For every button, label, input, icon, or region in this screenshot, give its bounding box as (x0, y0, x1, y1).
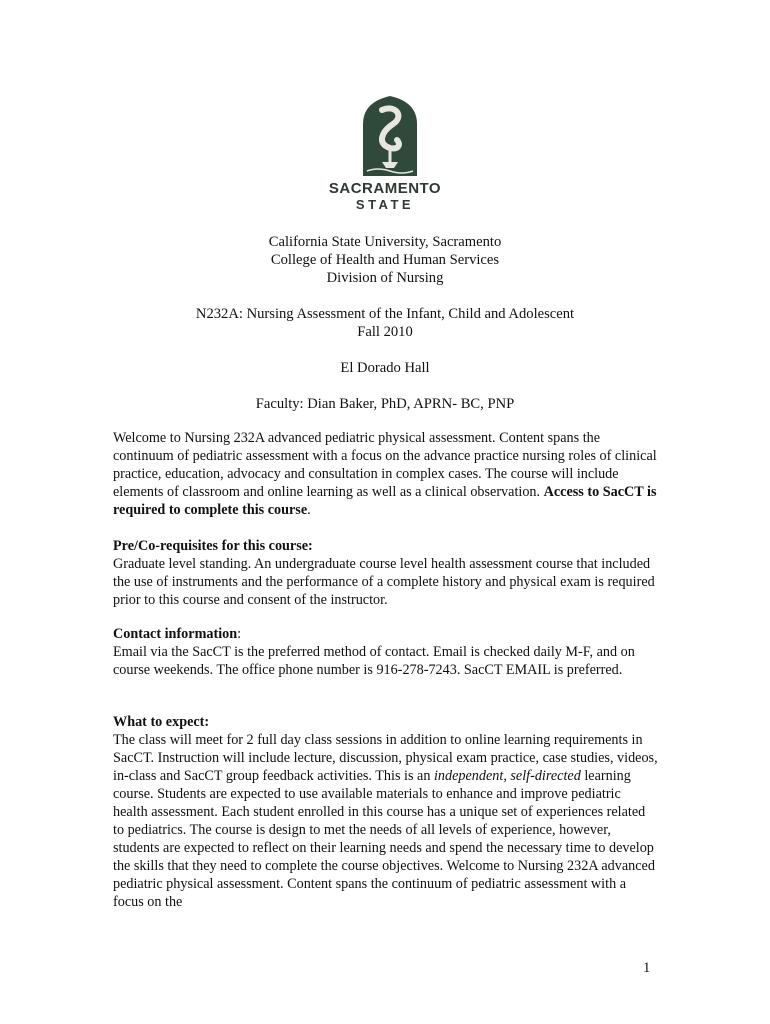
contact-heading-line (113, 625, 658, 643)
division-name: Division of Nursing (326, 270, 444, 286)
logo-wordmark-line1: SACRAMENTO (328, 180, 442, 197)
intro-bold-note: Access to SacCT is required to complete this course (113, 484, 657, 518)
expect-paragraph (113, 731, 658, 911)
course-title: N232A: Nursing Assessment of the Infant, Child and Adolescent (195, 306, 575, 322)
prereq-section (113, 537, 658, 609)
prereq-text: Graduate level standing. An undergraduate course level health assessment course that included the use of instruments and the performance of a complete history and physical exam is required prior to this course and consent of the instructor. (113, 556, 655, 608)
prereq-heading: Pre/Co-requisites for this course: (113, 538, 313, 554)
intro-text: Welcome to Nursing 232A advanced pediatric physical assessment. Content spans the continuum of pediatric assessment with a focus on the advance practice nursing roles of clinical practice, education, advocacy and consultation in complex cases. The course will include elements of classroom and online learning as well as a clinical observation. (113, 430, 657, 500)
expect-text-1: The class will meet for 2 full day class sessions in addition to online learning requirements in SacCT. Instruction will include lecture, discussion, physical exam practice, case studies, videos, in-class and SacCT group feedback activities. This is an (113, 732, 658, 784)
intro-section (113, 429, 658, 519)
university-name: California State University, Sacramento (268, 234, 502, 250)
expect-text-2: learning course. Students are expected to use available materials to enhance and improve pediatric health assessment. Each student enrolled in this course has a unique set of experiences related to pediatrics. The course is design to met the needs of all levels of experience, however, students are expected to reflect on their learning needs and spend the necessary time to develop the skills that they need to complete the course objectives. Welcome to Nursing 232A advanced pediatric physical assessment. Content spans the continuum of pediatric assessment with a focus on the (113, 768, 655, 910)
contact-section (113, 625, 658, 679)
expect-italic: independent, self-directed (433, 768, 581, 784)
contact-colon: : (237, 626, 242, 642)
intro-paragraph (113, 429, 658, 519)
contact-heading: Contact information (113, 626, 238, 642)
faculty-line: Faculty: Dian Baker, PhD, APRN- BC, PNP (255, 396, 515, 412)
page-number: 1 (643, 960, 651, 976)
course-location: El Dorado Hall (340, 360, 430, 376)
college-name: College of Health and Human Services (270, 252, 500, 268)
course-term: Fall 2010 (357, 324, 413, 340)
logo-wordmark-line2: STATE (355, 197, 415, 212)
contact-text: Email via the SacCT is the preferred method of contact. Email is checked daily M-F, and on course weekends. The office phone number is 916-278-7243. SacCT EMAIL is preferred. (113, 644, 635, 678)
expect-section (113, 713, 658, 911)
expect-heading: What to expect: (113, 714, 210, 730)
intro-tail: . (307, 502, 311, 518)
